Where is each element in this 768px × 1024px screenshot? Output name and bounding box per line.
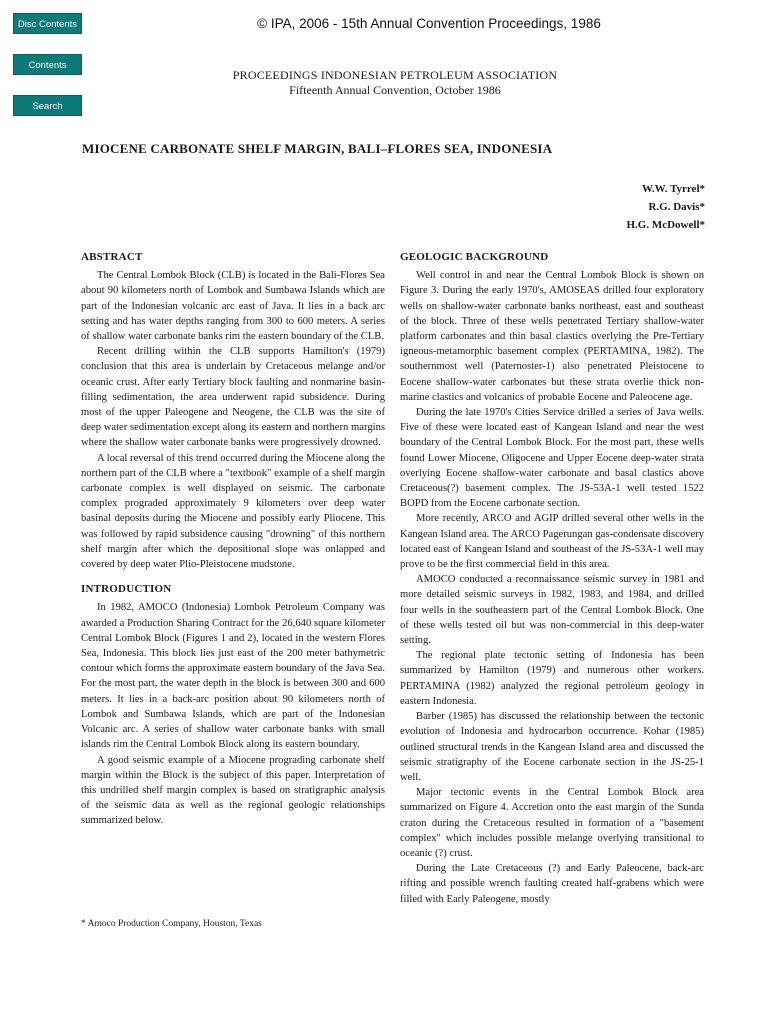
disc-contents-button[interactable]: Disc Contents (13, 13, 82, 34)
search-button[interactable]: Search (13, 95, 82, 116)
abstract-heading: ABSTRACT (81, 251, 143, 263)
author: W.W. Tyrrel* (641, 183, 705, 195)
background-paragraph: More recently, ARCO and AGIP drilled several other wells in the Kangean Island area. The ARCO Pagerungan gas-condensate discovery located east of Kangean Island and southeast of the JS-53A-1 well may prove to be the first commercial field in this area. (400, 513, 704, 571)
convention-subtitle: Fifteenth Annual Convention, October 1986 (289, 83, 501, 97)
author-list (626, 180, 705, 234)
introduction-paragraph: A good seismic example of a Miocene prograding carbonate shelf margin within the Block is the subject of this paper. Interpretation of this undrilled shelf margin complex is based on stratigraphic analysis of the seismic data as well as the regional geologic relationships summarized below. (81, 754, 385, 827)
author-affiliation-footnote: * Amoco Production Company, Houston, Texas (81, 919, 262, 929)
abstract-paragraph: Recent drilling within the CLB supports Hamilton's (1979) conclusion that this area is underlain by Cretaceous melange and/or oceanic crust. After early Tertiary block faulting and nonmarine basin-filling sedimentation, the area underwent rapid subsidence. During most of the upper Paleogene and Neogene, the CLB was the site of deep water sedimentation except along its eastern and northern margins where the shallow water carbonate banks were progressively drowned. (81, 346, 385, 449)
contents-button[interactable]: Contents (13, 54, 82, 75)
background-paragraph: During the late 1970's Cities Service drilled a series of Java wells. Five of these were located east of Kangean Island and near the west boundary of the Central Lombok Block. For the most part, these wells found Lower Miocene, Oligocene and Upper Eocene deep-water strata overlying Eocene shallow-water carbonate and basal clastics above Cretaceous(?) basement complex. The JS-53A-1 well tested 1522 BOPD from the Eocene carbonate section. (400, 407, 704, 510)
introduction-heading: INTRODUCTION (81, 583, 172, 596)
copyright-line: © IPA, 2006 - 15th Annual Convention Proceedings, 1986 (257, 16, 601, 31)
background-paragraph: AMOCO conducted a reconnaissance seismic survey in 1981 and more detailed seismic surveys in 1982, 1983, and 1984, and drilled four wells in the southeastern part of the Central Lombok Block. One of these wells tested oil but was non-commercial in this deep-water setting. (400, 574, 704, 647)
left-column (81, 250, 385, 829)
background-paragraph: Well control in and near the Central Lombok Block is shown on Figure 3. During the early 1970's, AMOSEAS drilled four exploratory wells on shallow-water carbonate banks northeast, east and southeast of the block. Three of these wells penetrated Tertiary shallow-water platform carbonates and thin basal clastics overlying the Pre-Tertiary igneous-metamorphic basement complex (PERTAMINA, 1982). The southernmost well (Paternoster-1) also penetrated Pleistocene to Eocene shallow-water carbonates but these strata overlie thick non-marine clastics and volcanics of probable Eocene and Paleocene age. (400, 270, 704, 403)
abstract-paragraph: A local reversal of this trend occurred during the Miocene along the northern part of the CLB where a "textbook" example of a shelf margin carbonate complex is well displayed on seismic. The carbonate complex prograded approximately 9 kilometers over deep water basinal deposits during the Miocene and possibly early Pliocene. This was followed by rapid subsidence causing "drowning" of this northern shelf margin after which the depositional slope was onlapped and covered by deep water Plio-Pleistocene mudstone. (81, 452, 385, 571)
background-paragraph: Barber (1985) has discussed the relationship between the tectonic evolution of Indonesia and hydrocarbon occurrence. Kohar (1985) outlined structural trends in the Kangean Island area and discussed the seismic stratigraphy of the Eocene carbonate section in the JS-25-1 well. (400, 711, 704, 783)
abstract-paragraph: The Central Lombok Block (CLB) is located in the Bali-Flores Sea about 90 kilometers north of Lombok and Sumbawa Islands which are part of the Indonesian volcanic arc east of Java. It lies in a back arc setting and has water depths ranging from 300 to 600 meters. A series of shallow water carbonate banks rim the eastern boundary of the CLB. (81, 270, 385, 343)
geologic-background-heading: GEOLOGIC BACKGROUND (400, 251, 549, 263)
author: R.G. Davis* (648, 201, 705, 213)
introduction-paragraph: In 1982, AMOCO (Indonesia) Lombok Petroleum Company was awarded a Production Sharing Contract for the 26,640 square kilometer Central Lombok Block (Figures 1 and 2), located in the western Flores Sea, Indonesia. This block lies just east of the 200 meter bathymetric contour which forms the approximate eastern boundary of the Java Sea. For the most part, the water depth in the block is between 300 and 600 meters. It lies in a back-arc position about 90 kilometers north of Lombok and Sumbawa Islands, which are part of the Indonesian Volcanic arc. A series of shallow water carbonate banks with small islands rim the Central Lombok Block along its eastern boundary. (81, 602, 385, 751)
background-paragraph: During the Late Cretaceous (?) and Early Paleocene, back-arc rifting and possible wrench faulting created half-grabens which were filled with Early Paleogene, mostly (400, 863, 704, 905)
paper-title: MIOCENE CARBONATE SHELF MARGIN, BALI–FLORES SEA, INDONESIA (82, 141, 553, 156)
author: H.G. McDowell* (626, 219, 705, 231)
background-paragraph: Major tectonic events in the Central Lombok Block area summarized on Figure 4. Accretion onto the east margin of the Sunda craton during the Cretaceous resulted in formation of a "basement complex" which includes possible melange overlying transitional to oceanic (?) crust. (400, 787, 704, 859)
right-column (400, 250, 704, 907)
background-paragraph: The regional plate tectonic setting of Indonesia has been summarized by Hamilton (1979) and numerous other workers. PERTAMINA (1982) analyzed the regional petroleum geology in eastern Indonesia. (400, 650, 704, 707)
proceedings-title: PROCEEDINGS INDONESIAN PETROLEUM ASSOCIATION (232, 68, 558, 82)
